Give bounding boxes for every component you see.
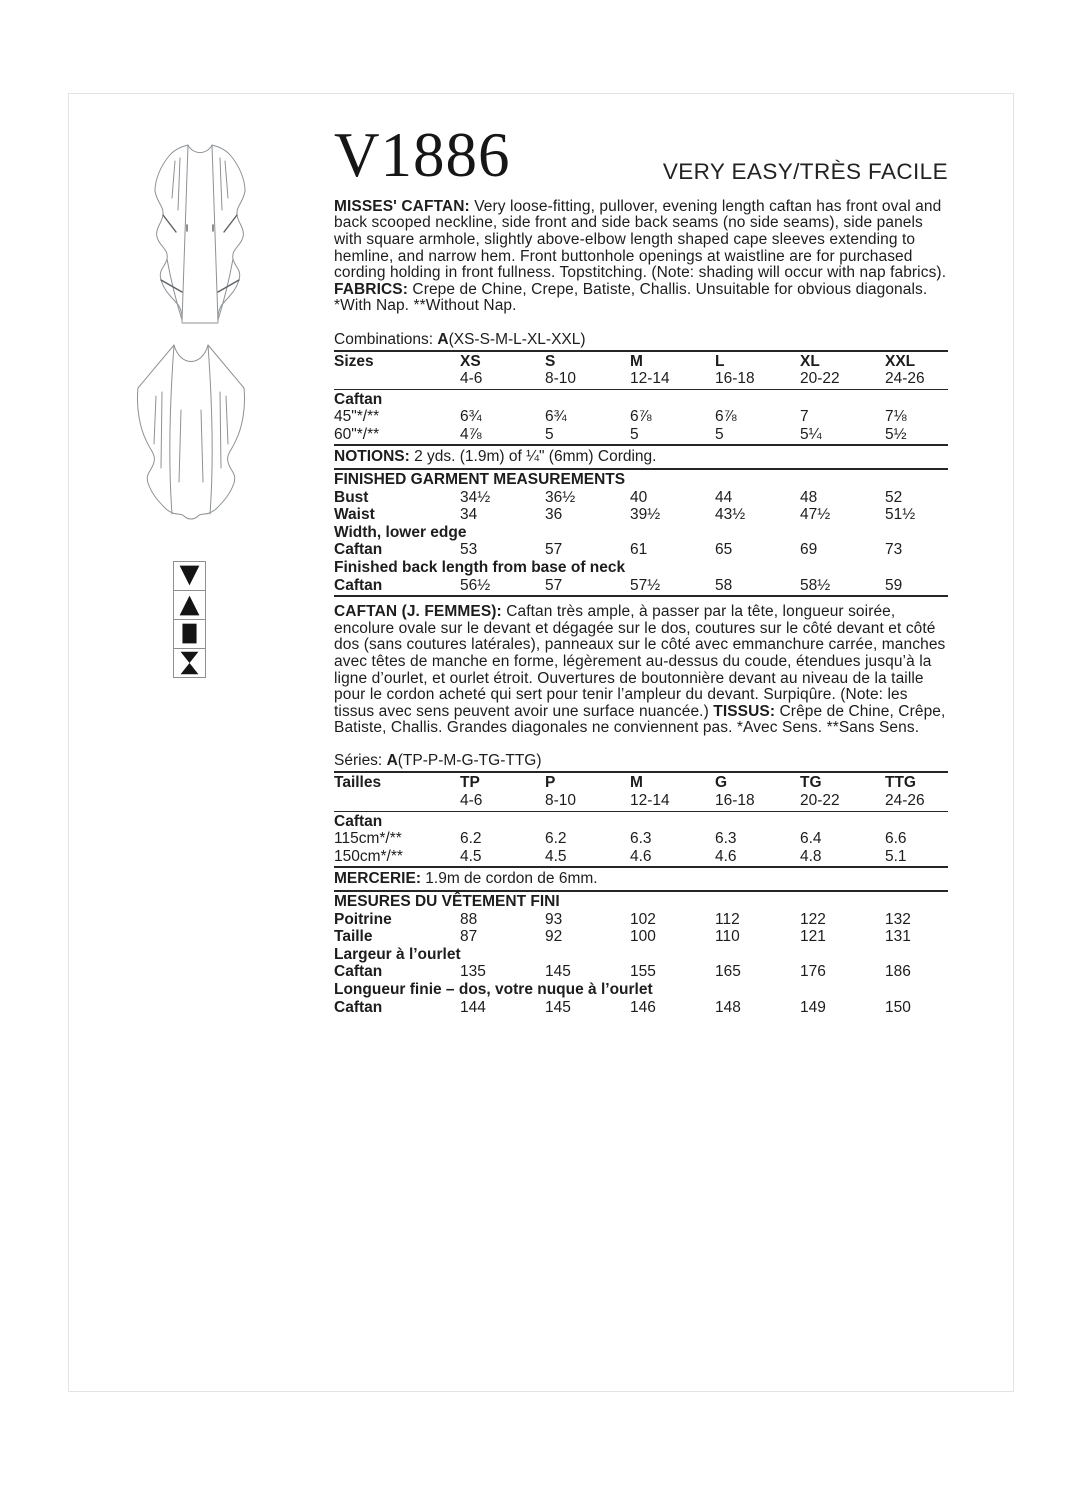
cell-value: 122 bbox=[800, 910, 826, 928]
size-table-fr-header bbox=[334, 774, 948, 809]
divider bbox=[334, 811, 948, 812]
row-label: Longueur finie – dos, votre nuque à l’ourlet bbox=[334, 981, 653, 998]
cell-value: 4.6 bbox=[630, 847, 652, 865]
divider bbox=[334, 389, 948, 390]
cell-value: 57 bbox=[545, 541, 563, 559]
table-row bbox=[334, 813, 948, 831]
cell-value: 7⅛ bbox=[885, 408, 907, 426]
row-label: Taille bbox=[334, 928, 373, 946]
row-label: Largeur à l’ourlet bbox=[334, 945, 461, 963]
cell-value: 44 bbox=[715, 488, 733, 506]
cell-value: 48 bbox=[800, 488, 818, 506]
notions-line bbox=[334, 447, 948, 467]
mercerie-text: 1.9m de cordon de 6mm. bbox=[420, 870, 598, 888]
cell-value: 150 bbox=[885, 998, 911, 1016]
registration-mark-triangle-down-icon bbox=[173, 561, 206, 591]
table-row bbox=[334, 426, 948, 444]
notions-label: NOTIONS: bbox=[334, 448, 410, 466]
cell-value: 87 bbox=[460, 928, 478, 946]
printer-registration-marks bbox=[173, 561, 206, 678]
divider bbox=[334, 890, 948, 892]
registration-mark-triangle-up-icon bbox=[173, 590, 206, 620]
cell-value: 58 bbox=[715, 576, 733, 594]
cell-value: 24-26 bbox=[885, 792, 925, 810]
mvf-title: MESURES DU VÊTEMENT FINI bbox=[334, 893, 560, 911]
notions-text: 2 yds. (1.9m) of ¼" (6mm) Cording. bbox=[409, 448, 657, 466]
cell-value: 6¾ bbox=[545, 408, 567, 426]
cell-value: 56½ bbox=[460, 576, 491, 594]
cell-value: XS bbox=[460, 352, 481, 370]
cell-value: 20-22 bbox=[800, 370, 840, 388]
cell-value: 93 bbox=[545, 910, 563, 928]
cell-value: 144 bbox=[460, 998, 486, 1016]
row-label: Caftan bbox=[334, 390, 383, 408]
cell-value: 131 bbox=[885, 928, 911, 946]
cell-value: G bbox=[715, 774, 728, 792]
cell-value: 36½ bbox=[545, 488, 576, 506]
table-row bbox=[334, 928, 948, 946]
cell-value: 5¼ bbox=[800, 425, 822, 443]
cell-value: 5.1 bbox=[885, 847, 907, 865]
registration-mark-hourglass-icon bbox=[173, 648, 206, 678]
cell-value: 102 bbox=[630, 910, 656, 928]
divider bbox=[334, 595, 948, 597]
cell-value: 34 bbox=[460, 506, 478, 524]
cell-value: 155 bbox=[630, 963, 656, 981]
cell-value: 6.4 bbox=[800, 830, 822, 848]
cell-value: 16-18 bbox=[715, 792, 755, 810]
cell-value: 92 bbox=[545, 928, 563, 946]
tissus-body: Crêpe de Chine, Crêpe, Batiste, Challis. Grandes diagonales ne conviennent pas. *Avec Sens. **Sans Sens. bbox=[334, 702, 946, 737]
combinations-view-letter: A bbox=[437, 330, 449, 348]
row-label: Tailles bbox=[334, 774, 382, 792]
description-en-lead: MISSES' CAFTAN: bbox=[334, 197, 470, 215]
table-row bbox=[334, 559, 948, 577]
cell-value: 5½ bbox=[885, 425, 907, 443]
cell-value: 61 bbox=[630, 541, 648, 559]
tissus-label: TISSUS: bbox=[713, 702, 776, 720]
mercerie-line bbox=[334, 869, 948, 889]
table-row bbox=[334, 848, 948, 866]
cell-value: M bbox=[630, 774, 643, 792]
row-label: Bust bbox=[334, 488, 369, 506]
table-row bbox=[334, 541, 948, 559]
combinations-line bbox=[334, 331, 948, 348]
row-label: Caftan bbox=[334, 998, 383, 1016]
cell-value: 12-14 bbox=[630, 370, 670, 388]
description-fr-body: Caftan très ample, à passer par la tête, longueur soirée, encolure ovale sur le devant et dégagée sur le dos, coutures sur le côté devant et côté dos (sans coutures latérales), panneaux sur le côté avec emmanchure carrée, manches avec têtes de manche en forme, légèrement au-dessus du coude, étendues jusqu’à la ligne d’ourlet, et ourlet étroit. Ouvertures de boutonnière devant au niveau de la taille pour le cordon acheté qui sert pour tenir l’ampleur du devant. Surpiqûre. (Note: les tissus avec sens peuvent avoir une surface nuancée.) bbox=[334, 603, 946, 720]
row-label: 115cm*/** bbox=[334, 830, 402, 848]
cell-value: 148 bbox=[715, 998, 741, 1016]
row-label bbox=[334, 792, 460, 810]
mercerie-label: MERCERIE: bbox=[334, 870, 421, 888]
size-table-fr-body bbox=[334, 813, 948, 866]
cell-value: 73 bbox=[885, 541, 903, 559]
cell-value: 47½ bbox=[800, 506, 831, 524]
cell-value: 112 bbox=[715, 910, 740, 928]
divider bbox=[334, 350, 948, 352]
cell-value: 5 bbox=[545, 425, 554, 443]
row-label: Finished back length from base of neck bbox=[334, 559, 626, 577]
cell-value: 4⅞ bbox=[460, 425, 482, 443]
series-prefix: Séries: bbox=[334, 752, 387, 770]
divider bbox=[334, 771, 948, 773]
row-label: Caftan bbox=[334, 576, 383, 594]
series-view-letter: A bbox=[386, 752, 398, 770]
cell-value: 135 bbox=[460, 963, 486, 981]
cell-value: 7 bbox=[800, 408, 809, 426]
table-row bbox=[334, 792, 948, 810]
cell-value: 6.2 bbox=[545, 830, 567, 848]
cell-value: 57½ bbox=[630, 576, 661, 594]
description-english bbox=[334, 199, 948, 315]
table-row bbox=[334, 946, 948, 964]
series-line bbox=[334, 752, 948, 769]
size-table-en-body bbox=[334, 391, 948, 444]
cell-value: 40 bbox=[630, 488, 648, 506]
table-row bbox=[334, 911, 948, 929]
cell-value: 6.3 bbox=[715, 830, 737, 848]
cell-value: L bbox=[715, 352, 725, 370]
row-label: Sizes bbox=[334, 352, 374, 370]
description-en-body: Very loose-fitting, pullover, evening length caftan has front oval and back scooped neckline, side front and side back seams (no side seams), side panels with square armhole, slightly above-elbow length shaped cape sleeves extending to hemline, and narrow hem. Front buttonhole openings at waistline are for purchased cording holding in front fullness. Topstitching. (Note: shading will occur with nap fabrics). bbox=[334, 197, 947, 282]
cell-value: 58½ bbox=[800, 576, 831, 594]
cell-value: 20-22 bbox=[800, 792, 840, 810]
table-row bbox=[334, 524, 948, 542]
combinations-prefix: Combinations: bbox=[334, 330, 438, 348]
fgm-title: FINISHED GARMENT MEASUREMENTS bbox=[334, 471, 626, 489]
row-label bbox=[334, 370, 460, 388]
cell-value: 6.6 bbox=[885, 830, 907, 848]
caftan-back-drawing-icon bbox=[128, 340, 254, 522]
row-label: 60"*/** bbox=[334, 425, 380, 443]
row-label: Caftan bbox=[334, 963, 383, 981]
table-row bbox=[334, 391, 948, 409]
row-label: Waist bbox=[334, 506, 375, 524]
cell-value: 51½ bbox=[885, 506, 916, 524]
cell-value: 57 bbox=[545, 576, 563, 594]
table-row bbox=[334, 774, 948, 792]
cell-value: 145 bbox=[545, 963, 571, 981]
cell-value: 36 bbox=[545, 506, 563, 524]
cell-value: XXL bbox=[885, 352, 916, 370]
main-content bbox=[334, 120, 948, 1016]
registration-mark-square-icon bbox=[173, 619, 206, 649]
cell-value: 110 bbox=[715, 928, 740, 946]
cell-value: 121 bbox=[800, 928, 826, 946]
divider bbox=[334, 444, 948, 446]
cell-value: 8-10 bbox=[545, 370, 577, 388]
cell-value: 186 bbox=[885, 963, 911, 981]
cell-value: 43½ bbox=[715, 506, 746, 524]
cell-value: 69 bbox=[800, 541, 818, 559]
table-row bbox=[334, 408, 948, 426]
cell-value: 24-26 bbox=[885, 370, 925, 388]
description-fr-lead: CAFTAN (J. FEMMES): bbox=[334, 603, 502, 621]
cell-value: P bbox=[545, 774, 556, 792]
combinations-sizes: (XS-S-M-L-XL-XXL) bbox=[448, 330, 586, 348]
fabrics-label: FABRICS: bbox=[334, 280, 408, 298]
cell-value: M bbox=[630, 352, 643, 370]
cell-value: 12-14 bbox=[630, 792, 670, 810]
cell-value: 4-6 bbox=[460, 370, 483, 388]
cell-value: S bbox=[545, 352, 556, 370]
mvf-table bbox=[334, 911, 948, 1017]
row-label: 150cm*/** bbox=[334, 847, 403, 865]
cell-value: 145 bbox=[545, 998, 571, 1016]
table-row bbox=[334, 489, 948, 507]
cell-value: TP bbox=[460, 774, 480, 792]
cell-value: XL bbox=[800, 352, 820, 370]
series-sizes: (TP-P-M-G-TG-TTG) bbox=[397, 752, 542, 770]
table-row bbox=[334, 370, 948, 388]
cell-value: 176 bbox=[800, 963, 826, 981]
cell-value: 4-6 bbox=[460, 792, 483, 810]
cell-value: 59 bbox=[885, 576, 903, 594]
cell-value: 100 bbox=[630, 928, 656, 946]
cell-value: 5 bbox=[630, 425, 639, 443]
table-row bbox=[334, 353, 948, 371]
cell-value: 6¾ bbox=[460, 408, 482, 426]
divider bbox=[334, 468, 948, 470]
cell-value: 6⅞ bbox=[715, 408, 737, 426]
table-row bbox=[334, 506, 948, 524]
fabrics-body: Crepe de Chine, Crepe, Batiste, Challis. Unsuitable for obvious diagonals. *With Nap. **Without Nap. bbox=[334, 280, 928, 315]
cell-value: 5 bbox=[715, 425, 724, 443]
cell-value: 16-18 bbox=[715, 370, 755, 388]
row-label: Caftan bbox=[334, 541, 383, 559]
cell-value: 4.5 bbox=[460, 847, 482, 865]
table-row bbox=[334, 963, 948, 981]
cell-value: 4.6 bbox=[715, 847, 737, 865]
table-row bbox=[334, 981, 948, 999]
difficulty-label: VERY EASY/TRÈS FACILE bbox=[662, 159, 948, 184]
cell-value: 39½ bbox=[630, 506, 661, 524]
table-row bbox=[334, 999, 948, 1017]
cell-value: 52 bbox=[885, 488, 903, 506]
cell-value: 4.8 bbox=[800, 847, 822, 865]
row-label: 45"*/** bbox=[334, 408, 380, 426]
cell-value: 53 bbox=[460, 541, 478, 559]
cell-value: 8-10 bbox=[545, 792, 577, 810]
pattern-number: V1886 bbox=[334, 120, 511, 190]
cell-value: 149 bbox=[800, 998, 826, 1016]
size-table-en-header bbox=[334, 353, 948, 388]
table-row bbox=[334, 577, 948, 595]
row-label: Poitrine bbox=[334, 910, 392, 928]
fgm-table bbox=[334, 489, 948, 595]
cell-value: 34½ bbox=[460, 488, 491, 506]
cell-value: 4.5 bbox=[545, 847, 567, 865]
cell-value: 132 bbox=[885, 910, 911, 928]
cell-value: TG bbox=[800, 774, 822, 792]
divider bbox=[334, 866, 948, 868]
cell-value: 88 bbox=[460, 910, 478, 928]
cell-value: 146 bbox=[630, 998, 656, 1016]
cell-value: 65 bbox=[715, 541, 733, 559]
row-label: Caftan bbox=[334, 812, 383, 830]
cell-value: 6⅞ bbox=[630, 408, 652, 426]
row-label: Width, lower edge bbox=[334, 523, 467, 541]
cell-value: TTG bbox=[885, 774, 916, 792]
caftan-front-drawing-icon bbox=[142, 136, 258, 328]
cell-value: 6.3 bbox=[630, 830, 652, 848]
description-french bbox=[334, 604, 948, 737]
cell-value: 6.2 bbox=[460, 830, 482, 848]
table-row bbox=[334, 830, 948, 848]
cell-value: 165 bbox=[715, 963, 741, 981]
